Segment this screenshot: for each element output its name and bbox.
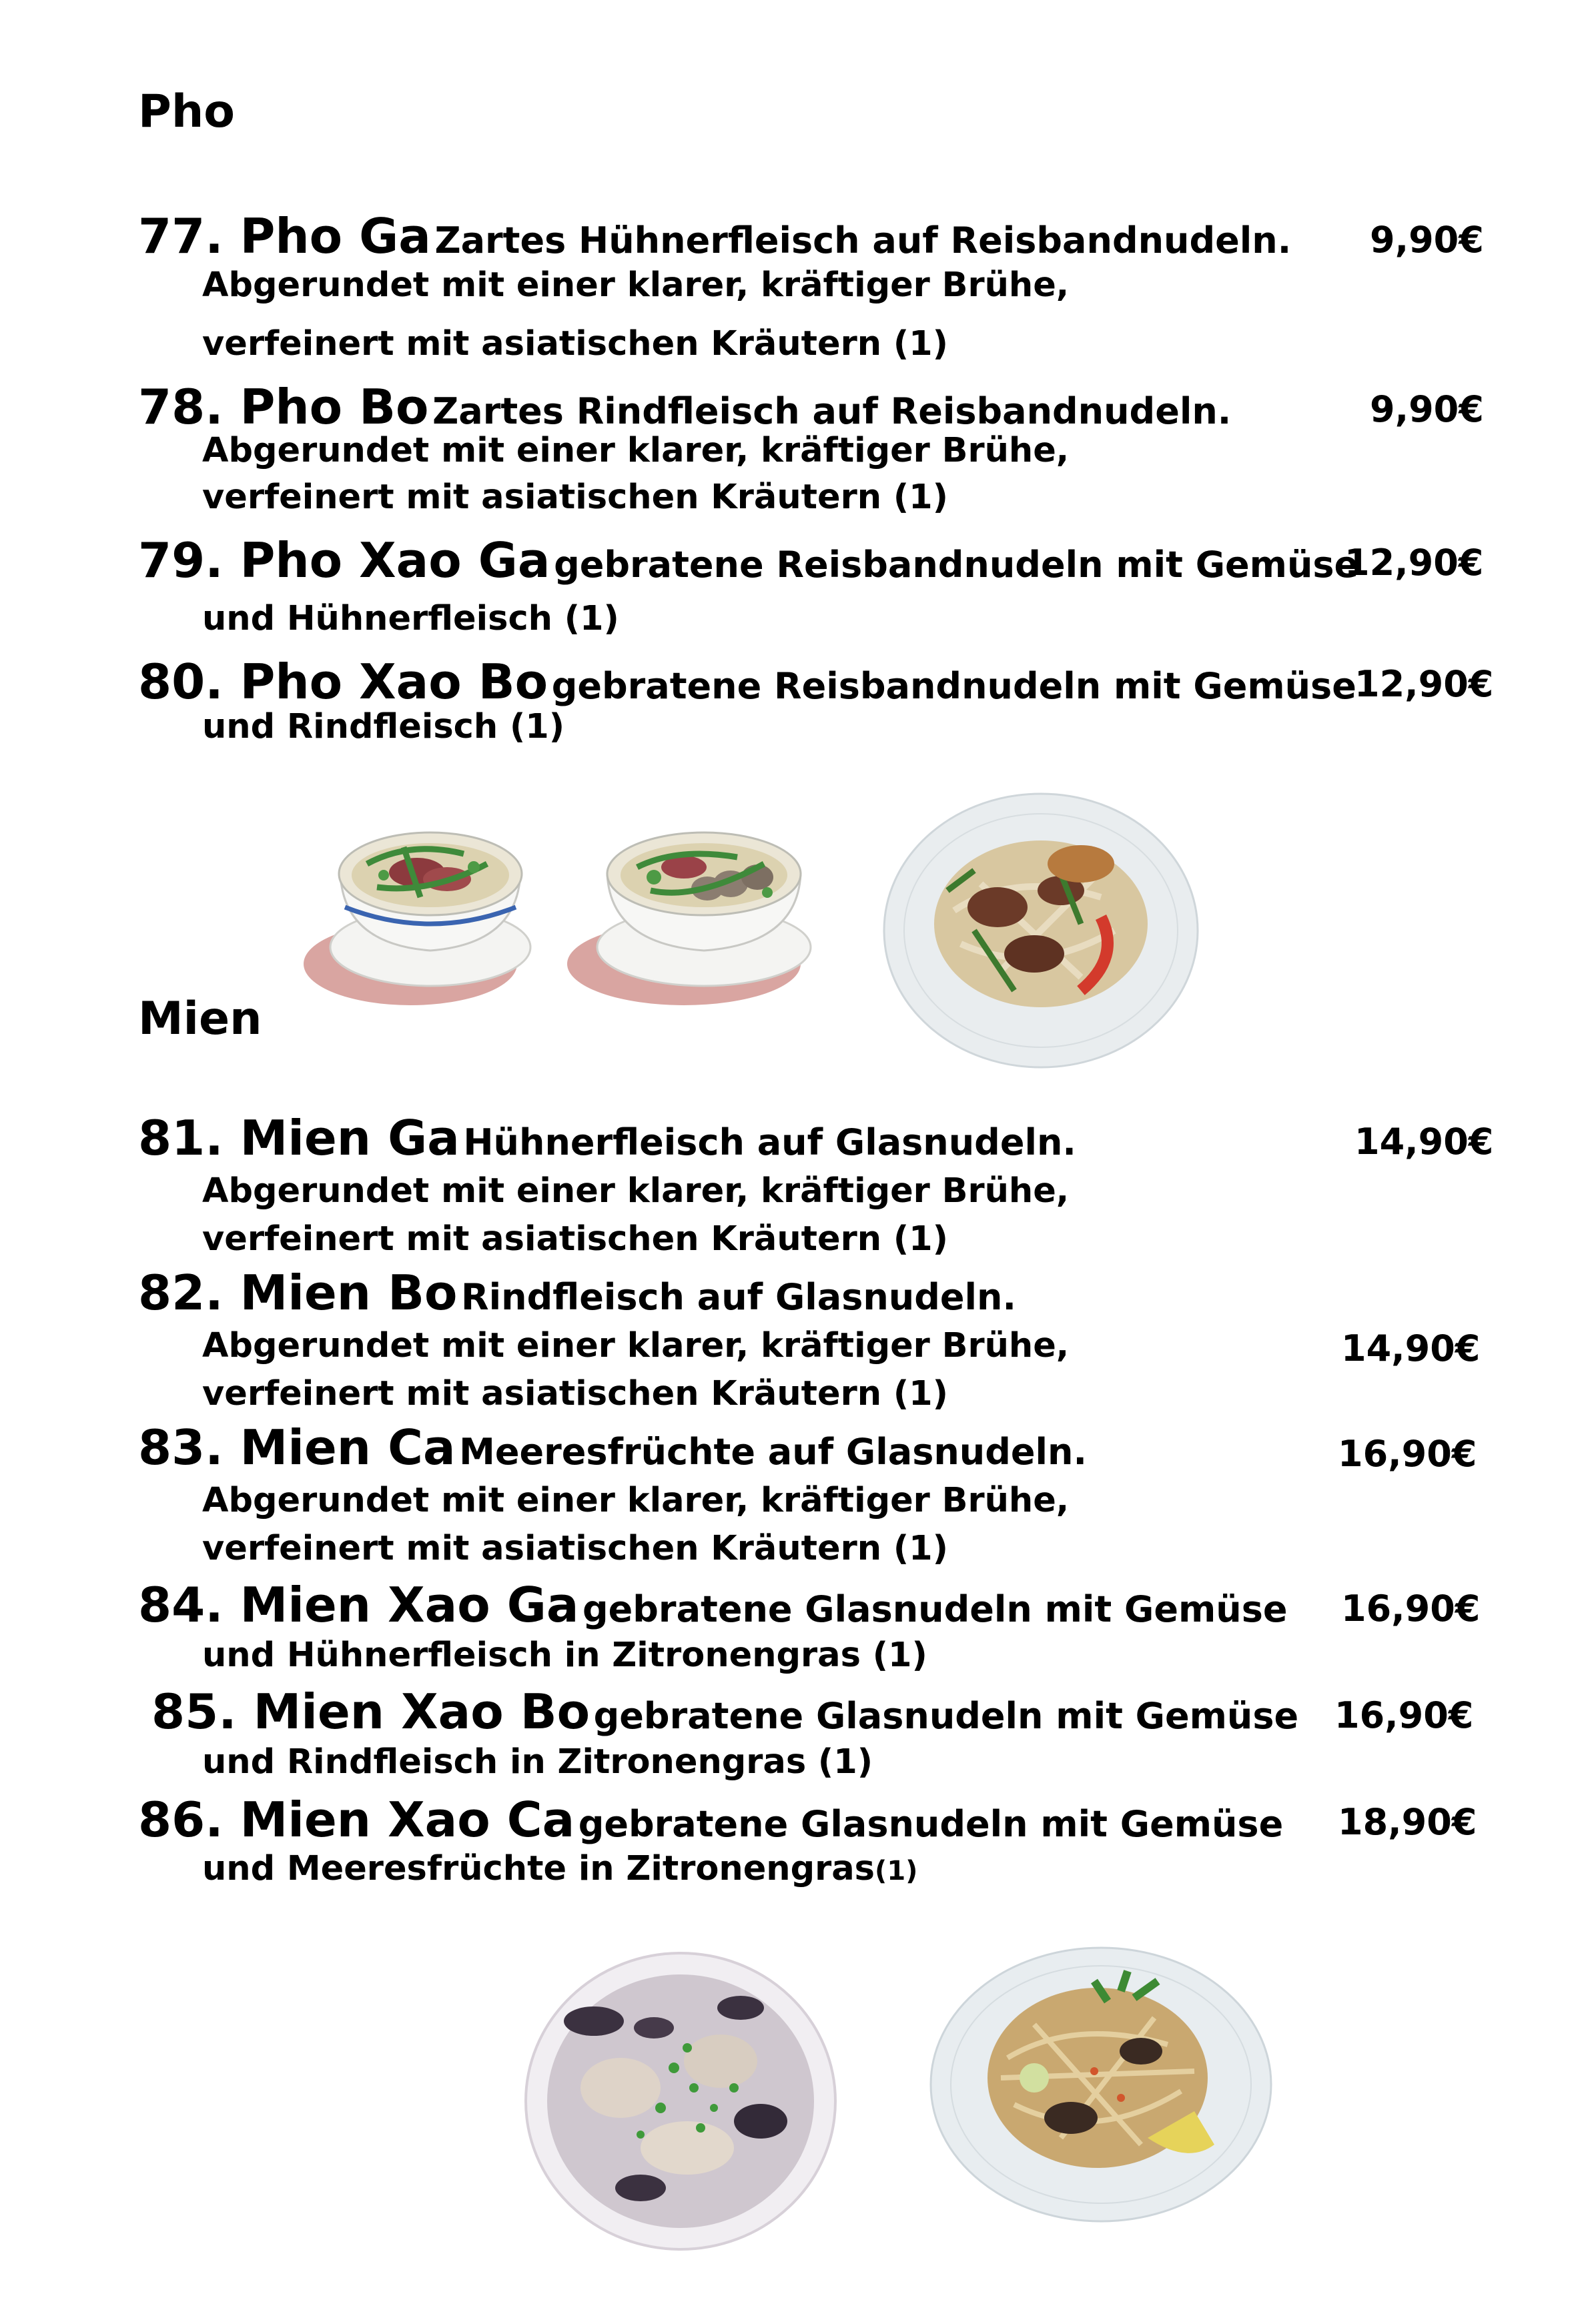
mien-xao-plate-image <box>927 1944 1274 2225</box>
item-desc-line3: verfeinert mit asiatischen Kräutern (1) <box>202 1374 948 1413</box>
pho-ga-bowl-image <box>304 800 557 1007</box>
item-name: 82. Mien Bo <box>138 1265 458 1321</box>
item-desc-line2 <box>202 1849 917 1888</box>
item-name: 86. Mien Xao Ca <box>138 1792 575 1848</box>
item-desc-line2: und Rindfleisch (1) <box>202 707 565 746</box>
menu-item-86 <box>138 1792 1283 1848</box>
item-desc-line2: Abgerundet mit einer klarer, kräftiger Brühe, <box>202 431 1070 470</box>
menu-item-79 <box>138 532 1358 588</box>
item-name: 85. Mien Xao Bo <box>151 1684 590 1740</box>
mien-soup-bowl-image <box>520 1948 841 2255</box>
item-desc-line2: Abgerundet mit einer klarer, kräftiger Brühe, <box>202 1171 1070 1211</box>
item-desc-line2: Abgerundet mit einer klarer, kräftiger Brühe, <box>202 265 1070 305</box>
item-desc: gebratene Reisbandnudeln mit Gemüse <box>551 665 1356 707</box>
item-desc-line2: Abgerundet mit einer klarer, kräftiger Brühe, <box>202 1481 1070 1520</box>
menu-item-83 <box>138 1419 1087 1476</box>
item-name: 77. Pho Ga <box>138 208 431 264</box>
item-desc: Zartes Rindfleisch auf Reisbandnudeln. <box>432 390 1232 432</box>
item-desc-line3: verfeinert mit asiatischen Kräutern (1) <box>202 478 948 517</box>
menu-item-82 <box>138 1265 1016 1321</box>
item-desc: Hühnerfleisch auf Glasnudeln. <box>463 1121 1076 1163</box>
menu-item-78 <box>138 379 1231 435</box>
item-desc-line3: verfeinert mit asiatischen Kräutern (1) <box>202 1219 948 1259</box>
pho-bo-bowl-image <box>564 800 844 1007</box>
item-desc-line2-text: und Meeresfrüchte in Zitronengras <box>202 1849 875 1888</box>
item-name: 84. Mien Xao Ga <box>138 1577 579 1633</box>
item-desc: gebratene Glasnudeln mit Gemüse <box>593 1695 1299 1737</box>
item-name: 83. Mien Ca <box>138 1419 456 1476</box>
item-desc: gebratene Reisbandnudeln mit Gemüse <box>554 544 1359 586</box>
menu-item-84 <box>138 1577 1287 1633</box>
item-name: 80. Pho Xao Bo <box>138 654 548 710</box>
item-name: 81. Mien Ga <box>138 1110 460 1166</box>
item-price: 16,90€ <box>1334 1694 1474 1736</box>
item-price: 12,90€ <box>1344 542 1484 584</box>
item-price: 12,90€ <box>1354 663 1494 705</box>
item-price: 9,90€ <box>1370 219 1484 261</box>
item-desc-line2: Abgerundet mit einer klarer, kräftiger Brühe, <box>202 1326 1070 1365</box>
item-price: 9,90€ <box>1370 388 1484 430</box>
item-price: 16,90€ <box>1341 1588 1481 1630</box>
item-desc-line2: und Rindfleisch in Zitronengras (1) <box>202 1742 873 1782</box>
item-name: 78. Pho Bo <box>138 379 429 435</box>
item-desc: Zartes Hühnerfleisch auf Reisbandnudeln. <box>434 219 1292 261</box>
item-desc: gebratene Glasnudeln mit Gemüse <box>582 1588 1288 1630</box>
section-title-mien: Mien <box>138 993 262 1045</box>
item-desc: Rindfleisch auf Glasnudeln. <box>461 1276 1016 1318</box>
item-name: 79. Pho Xao Ga <box>138 532 550 588</box>
item-desc-line3: verfeinert mit asiatischen Kräutern (1) <box>202 1529 948 1568</box>
allergen-note: (1) <box>875 1856 918 1886</box>
item-desc-line2: und Hühnerfleisch (1) <box>202 599 619 638</box>
item-price: 18,90€ <box>1338 1801 1477 1843</box>
menu-item-77 <box>138 208 1291 264</box>
item-desc: Meeresfrüchte auf Glasnudeln. <box>459 1431 1087 1473</box>
pho-xao-plate-image <box>881 790 1201 1071</box>
item-price: 14,90€ <box>1354 1121 1494 1163</box>
item-desc-line2: und Hühnerfleisch in Zitronengras (1) <box>202 1636 927 1675</box>
menu-item-80 <box>138 654 1356 710</box>
menu-item-81 <box>138 1110 1076 1166</box>
item-price: 14,90€ <box>1341 1327 1481 1369</box>
menu-item-85 <box>151 1684 1298 1740</box>
item-desc: gebratene Glasnudeln mit Gemüse <box>578 1803 1284 1845</box>
section-title-pho: Pho <box>138 85 235 138</box>
item-price: 16,90€ <box>1338 1433 1477 1475</box>
item-desc-line3: verfeinert mit asiatischen Kräutern (1) <box>202 324 948 364</box>
